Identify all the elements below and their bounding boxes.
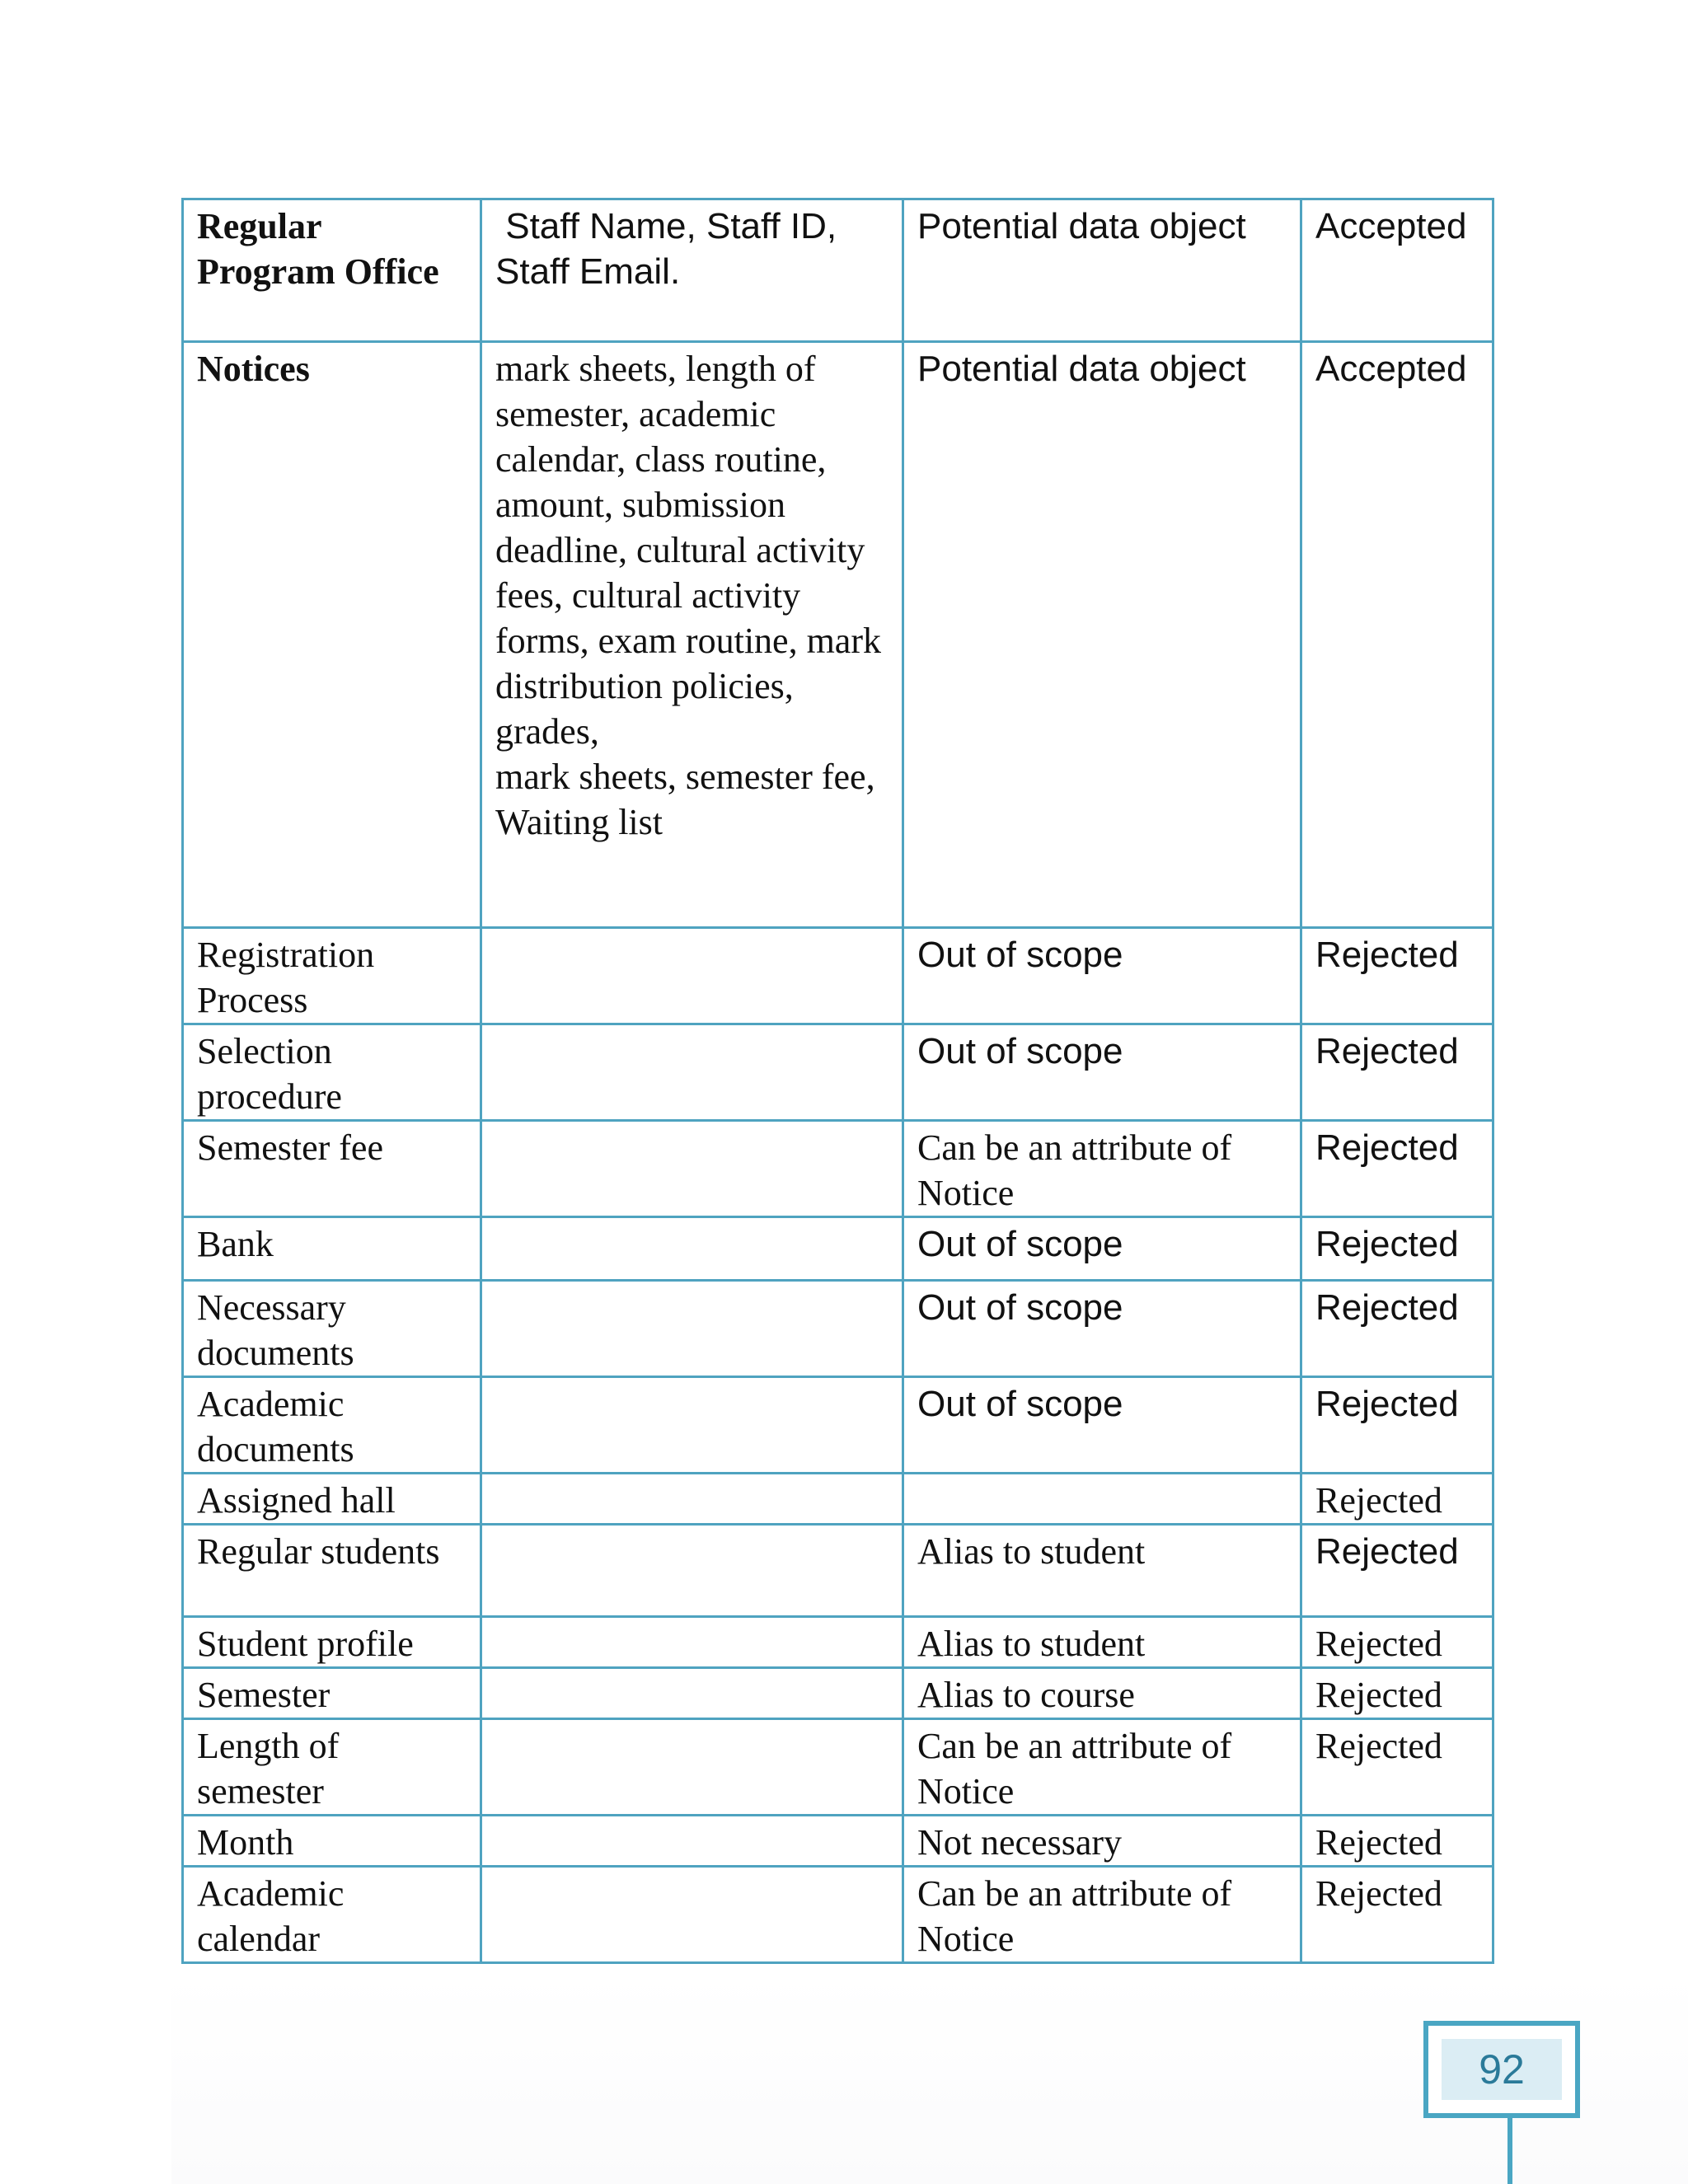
table-row [183, 199, 1493, 342]
table-cell: Rejected [1301, 1217, 1493, 1281]
table-cell [481, 1024, 903, 1121]
table-cell: Alias to student [903, 1525, 1301, 1617]
table-cell [481, 1217, 903, 1281]
table-row [183, 342, 1493, 928]
table-cell: Rejected [1301, 1121, 1493, 1217]
table-cell: Bank [183, 1217, 481, 1281]
table-cell: Rejected [1301, 1617, 1493, 1668]
table-cell: Out of scope [903, 928, 1301, 1024]
table-cell: Regular students [183, 1525, 481, 1617]
table-cell [481, 1121, 903, 1217]
table-cell: Length of semester [183, 1719, 481, 1816]
table-cell: Semester [183, 1668, 481, 1719]
table-cell [481, 928, 903, 1024]
table-cell [481, 1816, 903, 1867]
table-cell: Rejected [1301, 1377, 1493, 1474]
table-cell: Rejected [1301, 1867, 1493, 1963]
table-cell [481, 1617, 903, 1668]
table-row [183, 1525, 1493, 1617]
candidate-objects-table [181, 198, 1494, 1964]
table-cell: Rejected [1301, 1668, 1493, 1719]
table-cell: Alias to student [903, 1617, 1301, 1668]
table-cell [903, 1474, 1301, 1525]
page-number: 92 [1442, 2039, 1562, 2100]
table-cell [481, 1281, 903, 1377]
table-cell: Alias to course [903, 1668, 1301, 1719]
table-cell: Assigned hall [183, 1474, 481, 1525]
table-row [183, 928, 1493, 1024]
table-cell: Necessary documents [183, 1281, 481, 1377]
table-cell: Can be an attribute of Notice [903, 1719, 1301, 1816]
table-row [183, 1281, 1493, 1377]
cell-line: mark sheets, length of semester, academic calendar, class routine, amount, submission deadline, cultural activity fees, cultural activity forms, exam routine, mark distribution policies, grades, [495, 349, 881, 752]
table-cell: Out of scope [903, 1377, 1301, 1474]
table-cell [481, 1377, 903, 1474]
table-cell [481, 342, 903, 928]
cell-line: mark sheets, semester fee, Waiting list [495, 757, 875, 842]
table-row [183, 1024, 1493, 1121]
table-row [183, 1121, 1493, 1217]
table-cell: Rejected [1301, 1024, 1493, 1121]
table-cell: Rejected [1301, 1525, 1493, 1617]
table-cell: Accepted [1301, 199, 1493, 342]
table-row [183, 1377, 1493, 1474]
table-cell [481, 1525, 903, 1617]
table-cell: Not necessary [903, 1816, 1301, 1867]
table-cell: Accepted [1301, 342, 1493, 928]
table-cell: Rejected [1301, 1719, 1493, 1816]
table-row [183, 1816, 1493, 1867]
page-number-stem [1507, 2118, 1512, 2184]
table-row [183, 1719, 1493, 1816]
table-cell: Rejected [1301, 1474, 1493, 1525]
table-cell: Out of scope [903, 1024, 1301, 1121]
table-row [183, 1617, 1493, 1668]
table-cell [481, 1668, 903, 1719]
table-cell: Rejected [1301, 1281, 1493, 1377]
table-cell: Staff Name, Staff ID, Staff Email. [481, 199, 903, 342]
table-cell: Student profile [183, 1617, 481, 1668]
table-cell: Regular Program Office [183, 199, 481, 342]
table-cell [481, 1474, 903, 1525]
table-cell: Can be an attribute of Notice [903, 1867, 1301, 1963]
table-cell: Selection procedure [183, 1024, 481, 1121]
table-cell: Potential data object [903, 342, 1301, 928]
table-cell: Rejected [1301, 1816, 1493, 1867]
table-row [183, 1668, 1493, 1719]
table-cell: Out of scope [903, 1217, 1301, 1281]
table-row [183, 1474, 1493, 1525]
table-cell: Academic calendar [183, 1867, 481, 1963]
table-cell: Month [183, 1816, 481, 1867]
table-cell: Registration Process [183, 928, 481, 1024]
table-cell: Can be an attribute of Notice [903, 1121, 1301, 1217]
table-cell: Semester fee [183, 1121, 481, 1217]
table-cell: Out of scope [903, 1281, 1301, 1377]
table-cell [481, 1867, 903, 1963]
table-cell [481, 1719, 903, 1816]
table-cell: Potential data object [903, 199, 1301, 342]
table-cell: Academic documents [183, 1377, 481, 1474]
table-row [183, 1867, 1493, 1963]
table-cell: Notices [183, 342, 481, 928]
table-row [183, 1217, 1493, 1281]
table-cell: Rejected [1301, 928, 1493, 1024]
